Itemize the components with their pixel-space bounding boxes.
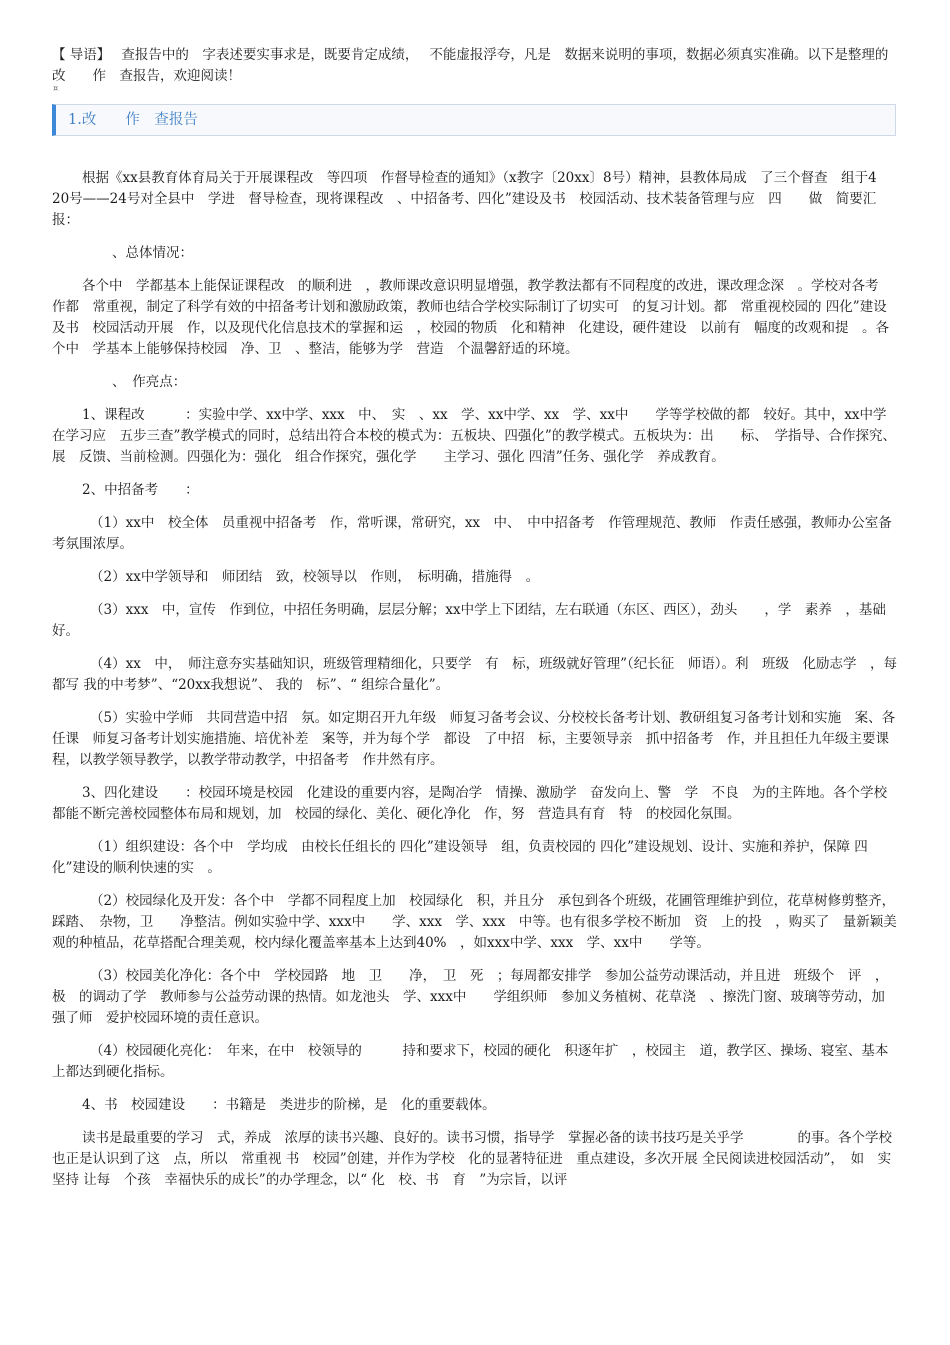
- paragraph-p2: 、总体情况：: [112, 245, 193, 261]
- paragraph-p1: 根据《xx县教育体育局关于开展课程改 等四项 作督导检查的通知》（x教字〔20xx〕8号）精神，县教体局成 了三个督查 组于4 20号——24号对全县中 学进 督导检查，现将课程改 、中招备考、四化”建设及书 校园活动、技术装备管理与应 四 做 简要汇报：: [52, 170, 891, 228]
- paragraph-p3: 各个中 学都基本上能保证课程改 的顺利进 ，教师课改意识明显增强，教学教法都有不同程度的改进，课改理念深 。学校对各考 作都 常重视，制定了科学有效的中招备考计划和激励政策，教师也结合学校实际制订了切实可 的复习计划。都 常重视校园的 四化”建设及书 校园活动开展 作，以及现代化信息技术的掌握和运 ，校园的物质 化和精神 化建设，硬件建设 以前有 幅度的改观和提 。各个中 学基本上能够保持校园 净、卫 、整洁，能够为学 营造 个温馨舒适的环境。: [52, 278, 892, 357]
- intro-block: [52, 45, 898, 87]
- paragraph-p17: 4、书 校园建设 ：书籍是 类进步的阶梯，是 化的重要载体。: [82, 1097, 496, 1113]
- paragraph-p11: （5）实验中学师 共同营造中招 氛。如定期召开九年级 师复习备考会议、分校校长备考计划、教研组复习备考计划和实施 案、各任课 师复习备考计划实施措施、培优补差 案等，并为每个学 都设 了中招 标，主要领导亲 抓中招备考 作，并且担任九年级主要课程，以教学领导教学，以教学带动教学，中招备考 作井然有序。: [52, 710, 896, 768]
- paragraph-p16: （4）校园硬化亮化： 年来，在中 校领导的 持和要求下，校园的硬化 积逐年扩 ，校园主 道，教学区、操场、寝室、基本上都达到硬化指标。: [52, 1043, 889, 1080]
- paragraph-p14: （2）校园绿化及开发：各个中 学都不同程度上加 校园绿化 积，并且分 承包到各个班级，花圃管理维护到位，花草树修剪整齐， 踩踏、 杂物，卫 净整洁。例如实验中学、xxx中 学、xxx 学、xxx 中等。也有很多学校不断加 资 上的投 ，购买了 量新颖美观的种植品，花草搭配合理美观，校内绿化覆盖率基本上达到40% ，如xxx中学、xxx 学、xx中 学等。: [52, 893, 902, 951]
- paragraph-p9: （3）xxx 中，宣传 作到位，中招任务明确，层层分解；xx中学上下团结，左右联通（东区、西区），劲头 ，学 素养 ，基础好。: [52, 602, 886, 639]
- paragraph-p8: （2）xx中学领导和 师团结 致，校领导以 作则， 标明确，措施得 。: [90, 569, 540, 585]
- section-heading[interactable]: 1.改 作 查报告: [68, 112, 198, 128]
- paragraph-p7: （1）xx中 校全体 员重视中招备考 作，常听课，常研究，xx 中、 中中招备考 作管理规范、教师 作责任感强，教师办公室备考氛围浓厚。: [52, 515, 892, 552]
- paragraph-p12: 3、四化建设 ：校园环境是校园 化建设的重要内容，是陶冶学 情操、激励学 奋发向上、警 学 不良 为的主阵地。各个学校都能不断完善校园整体布局和规划，加 校园的绿化、美化、硬化净化 作，努 营造具有育 特 的校园化氛围。: [52, 785, 888, 822]
- paragraph-p5: 1、课程改 ：实验中学、xx中学、xxx 中、 实 、xx 学、xx中学、xx 学、xx中 学等学校做的都 较好。其中，xx中学在学习应 五步三查”教学模式的同时，总结出符合本校的模式为：五板块、四强化”的教学模式。五板块为：出 标、 学指导、合作探究、展 反馈、当前检测。四强化为：强化 组合作探究，强化学 主学习、强化 四清”任务、强化学 养成教育。: [52, 407, 897, 465]
- report-body: [52, 168, 911, 1203]
- paragraph-p6: 2、中招备考 ：: [82, 482, 199, 498]
- paragraph-p10: （4）xx 中， 师注意夯实基础知识，班级管理精细化，只要学 有 标，班级就好管理”（纪长征 师语）。利 班级 化励志学 ，每 都写 我的中考梦”、“20xx我想说”、 我的 标”、“ 组综合量化”。: [52, 656, 911, 693]
- intro-text: 【 导语】 查报告中的 字表述要实事求是，既要肯定成绩， 不能虚报浮夸，凡是 数据来说明的事项，数据必须真实准确。以下是整理的改 作 查报告，欢迎阅读！: [52, 47, 889, 84]
- section-heading-bar[interactable]: [52, 104, 896, 136]
- paragraph-p18: 读书是最重要的学习 式，养成 浓厚的读书兴趣、良好的。读书习惯，指导学 掌握必备的读书技巧是关乎学 的事。各个学校也正是认识到了这 点，所以 常重视 书 校园”创建，并作为学校 化的显著特征进 重点建设，多次开展 全民阅读进校园活动”， 如 实 坚持 让每 个孩 幸福快乐的成长”的办学理念，以“ 化 校、书 育 ”为宗旨，以评: [52, 1130, 905, 1188]
- anchor-marker-icon: ¤: [53, 84, 59, 93]
- paragraph-p13: （1）组织建设：各个中 学均成 由校长任组长的 四化”建设领导 组，负责校园的 四化”建设规划、设计、实施和养护，保障 四化”建设的顺利快速的实 。: [52, 839, 868, 876]
- paragraph-p15: （3）校园美化净化：各个中 学校园路 地 卫 净， 卫 死 ；每周都安排学 参加公益劳动课活动，并且进 班级个 评 ，极 的调动了学 教师参与公益劳动课的热情。如龙池头 学、xxx中 学组织师 参加义务植树、花草浇 、擦洗门窗、玻璃等劳动，加强了师 爱护校园环境的责任意识。: [52, 968, 889, 1026]
- paragraph-p4: 、 作亮点：: [112, 374, 187, 390]
